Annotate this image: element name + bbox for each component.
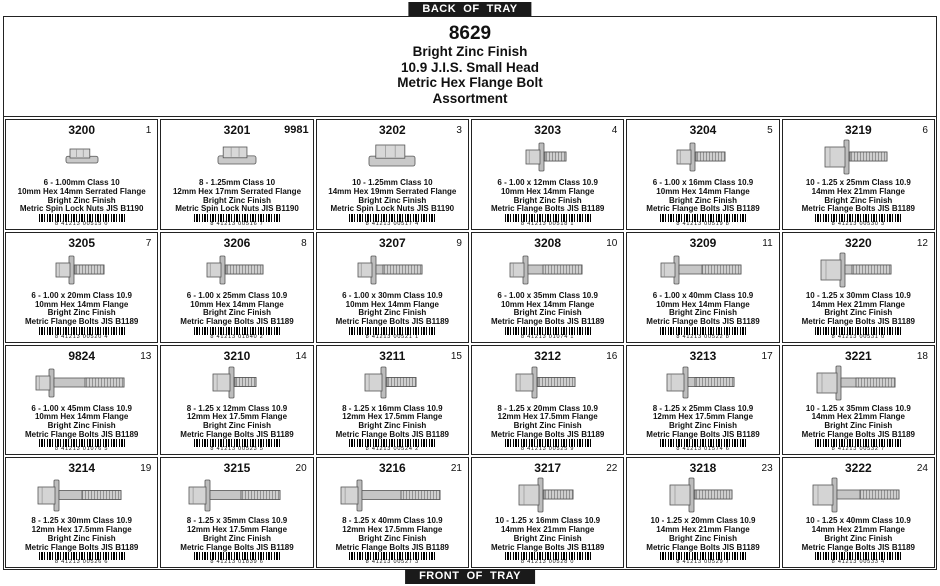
hex-spec: 12mm Hex 17.5mm Flange bbox=[186, 412, 288, 422]
alt-part-number: 9981 bbox=[284, 124, 309, 136]
upc-number: 8 41213 00522 8 bbox=[676, 333, 730, 340]
compartment bbox=[160, 232, 313, 343]
part-description bbox=[317, 405, 468, 440]
flange-bolt-icon bbox=[472, 251, 623, 289]
compartment-number: 11 bbox=[762, 237, 773, 249]
assortment-number: 8629 bbox=[448, 23, 492, 44]
part-description bbox=[783, 292, 934, 327]
hex-spec: 10mm Hex 14mm Flange bbox=[656, 299, 750, 309]
finish-spec: Bright Zinc Finish bbox=[47, 533, 116, 543]
standard-spec: Metric Flange Bolts JIS B1189 bbox=[801, 429, 915, 439]
compartment bbox=[626, 232, 779, 343]
barcode bbox=[194, 327, 280, 339]
standard-spec: Metric Flange Bolts JIS B1189 bbox=[646, 317, 760, 327]
flange-bolt-icon bbox=[783, 476, 934, 514]
compartment-number: 14 bbox=[295, 350, 307, 362]
barcode bbox=[815, 214, 901, 226]
standard-spec: Metric Flange Bolts JIS B1189 bbox=[490, 429, 605, 439]
part-number: 3216 bbox=[378, 461, 406, 476]
upc-number: 8 41213 00519 8 bbox=[676, 220, 730, 227]
barcode bbox=[505, 327, 591, 339]
size-spec: 8 - 1.25 x 30mm Class 10.9 bbox=[31, 516, 132, 526]
part-description bbox=[472, 179, 623, 214]
hex-spec: 14mm Hex 21mm Flange bbox=[500, 525, 595, 535]
size-spec: 10 - 1.25 x 16mm Class 10.9 bbox=[495, 516, 601, 526]
size-spec: 10 - 1.25 x 40mm Class 10.9 bbox=[805, 516, 911, 526]
part-number: 3214 bbox=[68, 461, 96, 476]
part-description bbox=[6, 292, 157, 327]
standard-spec: Metric Flange Bolts JIS B1189 bbox=[180, 542, 294, 552]
part-description bbox=[6, 517, 157, 552]
size-spec: 10 - 1.25 x 25mm Class 10.9 bbox=[805, 178, 911, 187]
size-spec: 6 - 1.00 x 20mm Class 10.9 bbox=[31, 290, 132, 300]
size-spec: 10 - 1.25mm Class 10 bbox=[352, 178, 433, 187]
part-description bbox=[472, 405, 623, 440]
part-number: 3217 bbox=[534, 461, 561, 476]
finish-spec: Bright Zinc Finish bbox=[513, 533, 582, 543]
compartment-number: 7 bbox=[145, 237, 152, 249]
part-description bbox=[6, 179, 157, 214]
part-number: 3215 bbox=[223, 461, 251, 476]
finish-spec: Bright Zinc Finish bbox=[202, 308, 271, 318]
finish-spec: Bright Zinc Finish bbox=[358, 533, 427, 543]
part-number: 3204 bbox=[689, 123, 717, 137]
size-spec: 10 - 1.25 x 20mm Class 10.9 bbox=[650, 516, 756, 526]
compartment-number: 21 bbox=[450, 463, 462, 475]
part-number: 3203 bbox=[534, 123, 561, 137]
size-spec: 8 - 1.25 x 16mm Class 10.9 bbox=[342, 403, 443, 413]
standard-spec: Metric Flange Bolts JIS B1189 bbox=[335, 429, 449, 439]
hex-spec: 10mm Hex 14mm Serrated Flange bbox=[17, 186, 146, 196]
part-number: 9824 bbox=[68, 348, 96, 363]
flange-bolt-icon bbox=[472, 138, 623, 176]
hex-spec: 10mm Hex 14mm Flange bbox=[656, 186, 750, 196]
standard-spec: Metric Flange Bolts JIS B1189 bbox=[24, 317, 139, 327]
size-spec: 6 - 1.00 x 16mm Class 10.9 bbox=[652, 178, 754, 187]
flange-nut-icon bbox=[317, 138, 468, 176]
compartment-number: 3 bbox=[456, 125, 462, 136]
flange-bolt-icon bbox=[627, 364, 778, 402]
compartment bbox=[5, 119, 158, 230]
upc-number: 8 41213 00516 7 bbox=[210, 220, 264, 227]
compartment bbox=[471, 119, 624, 230]
flange-bolt-icon bbox=[317, 476, 468, 514]
size-spec: 8 - 1.25 x 40mm Class 10.9 bbox=[342, 516, 443, 526]
back-of-tray-label: BACK OF TRAY bbox=[408, 2, 531, 17]
finish-spec: Bright Zinc Finish bbox=[824, 308, 893, 318]
flange-bolt-icon bbox=[161, 364, 312, 402]
standard-spec: Metric Spin Lock Nuts JIS B1190 bbox=[175, 204, 299, 214]
barcode bbox=[660, 552, 746, 564]
finish-spec: Bright Zinc Finish bbox=[513, 308, 582, 318]
flange-bolt-icon bbox=[627, 476, 778, 514]
tray-frame bbox=[3, 16, 937, 570]
finish-spec: Bright Zinc Finish bbox=[47, 195, 116, 205]
flange-bolt-icon bbox=[161, 251, 312, 289]
barcode bbox=[815, 552, 901, 564]
part-description bbox=[161, 517, 312, 552]
finish-spec: Bright Zinc Finish bbox=[202, 195, 271, 205]
upc-number: 8 41213 00518 1 bbox=[521, 220, 575, 227]
standard-spec: Metric Flange Bolts JIS B1189 bbox=[335, 317, 449, 327]
barcode bbox=[194, 439, 280, 451]
upc-number: 8 41213 01574 6 bbox=[676, 446, 730, 453]
hex-spec: 12mm Hex 17.5mm Flange bbox=[342, 412, 443, 422]
size-spec: 6 - 1.00mm Class 10 bbox=[43, 178, 120, 187]
part-number: 3212 bbox=[534, 348, 561, 363]
compartment bbox=[471, 345, 624, 456]
hex-spec: 14mm Hex 21mm Flange bbox=[656, 525, 750, 535]
compartment-number: 19 bbox=[140, 463, 152, 475]
part-description bbox=[317, 292, 468, 327]
finish-spec: Bright Zinc Finish bbox=[47, 308, 116, 318]
upc-number: 8 41213 00521 1 bbox=[365, 333, 419, 340]
compartment-number: 16 bbox=[606, 350, 618, 362]
standard-spec: Metric Flange Bolts JIS B1189 bbox=[490, 542, 605, 552]
part-description bbox=[161, 179, 312, 214]
compartment-number: 13 bbox=[140, 350, 152, 362]
compartment bbox=[626, 457, 779, 568]
barcode bbox=[39, 439, 125, 451]
finish-spec: Bright Zinc Finish bbox=[824, 195, 893, 205]
part-number: 3206 bbox=[223, 235, 251, 250]
compartment-number: 9 bbox=[456, 237, 462, 249]
finish-spec: Bright Zinc Finish bbox=[358, 308, 427, 318]
part-number: 3211 bbox=[379, 348, 406, 363]
part-description bbox=[627, 179, 778, 214]
upc-number: 8 41213 00525 9 bbox=[521, 446, 575, 453]
compartment bbox=[316, 345, 469, 456]
flange-bolt-icon bbox=[472, 364, 623, 402]
part-description bbox=[161, 292, 312, 327]
compartment-number: 6 bbox=[922, 125, 928, 136]
compartment bbox=[316, 119, 469, 230]
size-spec: 8 - 1.25 x 25mm Class 10.9 bbox=[652, 403, 754, 413]
hex-spec: 14mm Hex 21mm Flange bbox=[811, 186, 905, 196]
flange-bolt-icon bbox=[783, 364, 934, 402]
compartment bbox=[160, 345, 313, 456]
compartment bbox=[782, 119, 935, 230]
hex-spec: 10mm Hex 14mm Flange bbox=[500, 186, 595, 196]
part-description bbox=[627, 292, 778, 327]
barcode bbox=[39, 327, 125, 339]
assortment-header bbox=[4, 17, 936, 117]
standard-spec: Metric Flange Bolts JIS B1189 bbox=[335, 542, 449, 552]
finish-spec: Bright Zinc Finish bbox=[513, 195, 582, 205]
header-line-grade: 10.9 J.I.S. Small Head bbox=[400, 59, 540, 75]
header-line-type: Metric Hex Flange Bolt bbox=[397, 75, 543, 90]
finish-spec: Bright Zinc Finish bbox=[824, 421, 893, 431]
barcode bbox=[505, 552, 591, 564]
hex-spec: 12mm Hex 17.5mm Flange bbox=[652, 412, 754, 422]
barcode bbox=[660, 327, 746, 339]
compartment bbox=[782, 457, 935, 568]
part-description bbox=[6, 405, 157, 440]
upc-number: 8 41213 01074 1 bbox=[521, 333, 575, 340]
upc-number: 8 41213 01076 5 bbox=[55, 446, 109, 453]
standard-spec: Metric Flange Bolts JIS B1189 bbox=[180, 317, 294, 327]
size-spec: 6 - 1.00 x 30mm Class 10.9 bbox=[342, 290, 443, 300]
part-description bbox=[317, 517, 468, 552]
hex-spec: 12mm Hex 17mm Serrated Flange bbox=[172, 186, 302, 196]
barcode bbox=[815, 327, 901, 339]
compartment-number: 1 bbox=[145, 125, 152, 136]
part-description bbox=[783, 179, 934, 214]
flange-bolt-icon bbox=[6, 364, 157, 402]
finish-spec: Bright Zinc Finish bbox=[358, 421, 427, 431]
standard-spec: Metric Flange Bolts JIS B1189 bbox=[180, 429, 294, 439]
compartment-number: 22 bbox=[606, 463, 618, 475]
size-spec: 10 - 1.25 x 35mm Class 10.9 bbox=[805, 403, 911, 413]
compartment bbox=[160, 457, 313, 568]
finish-spec: Bright Zinc Finish bbox=[824, 533, 893, 543]
part-number: 3210 bbox=[223, 348, 251, 363]
barcode bbox=[39, 552, 125, 564]
standard-spec: Metric Flange Bolts JIS B1189 bbox=[801, 317, 915, 327]
standard-spec: Metric Flange Bolts JIS B1189 bbox=[490, 317, 605, 327]
compartment bbox=[626, 345, 779, 456]
hex-spec: 10mm Hex 14mm Flange bbox=[34, 299, 129, 309]
compartment-number: 4 bbox=[611, 125, 618, 136]
flange-bolt-icon bbox=[161, 476, 312, 514]
upc-number: 8 41213 00517 4 bbox=[365, 220, 419, 227]
part-number: 3201 bbox=[223, 123, 251, 137]
hex-spec: 12mm Hex 17.5mm Flange bbox=[186, 525, 288, 535]
flange-bolt-icon bbox=[6, 251, 157, 289]
hex-spec: 14mm Hex 21mm Flange bbox=[811, 299, 905, 309]
part-number: 3218 bbox=[689, 461, 717, 476]
barcode bbox=[505, 214, 591, 226]
compartment bbox=[782, 345, 935, 456]
size-spec: 8 - 1.25 x 20mm Class 10.9 bbox=[497, 403, 598, 413]
compartment bbox=[5, 232, 158, 343]
compartment-number: 15 bbox=[450, 350, 462, 362]
part-number: 3202 bbox=[378, 123, 406, 137]
size-spec: 6 - 1.00 x 40mm Class 10.9 bbox=[652, 290, 754, 300]
size-spec: 8 - 1.25 x 12mm Class 10.9 bbox=[186, 403, 288, 413]
finish-spec: Bright Zinc Finish bbox=[47, 421, 116, 431]
standard-spec: Metric Spin Lock Nuts JIS B1190 bbox=[19, 204, 144, 214]
size-spec: 6 - 1.00 x 25mm Class 10.9 bbox=[186, 290, 288, 300]
barcode bbox=[505, 439, 591, 451]
part-number: 3207 bbox=[378, 235, 406, 250]
hex-spec: 10mm Hex 14mm Flange bbox=[34, 412, 129, 422]
flange-bolt-icon bbox=[6, 476, 157, 514]
part-description bbox=[161, 405, 312, 440]
part-description bbox=[317, 179, 468, 214]
compartment-number: 23 bbox=[761, 463, 773, 475]
barcode bbox=[194, 552, 280, 564]
compartment-number: 18 bbox=[916, 350, 928, 362]
part-number: 3213 bbox=[689, 348, 717, 363]
upc-number: 8 41213 00532 7 bbox=[831, 446, 885, 453]
hex-spec: 14mm Hex 21mm Flange bbox=[811, 525, 905, 535]
standard-spec: Metric Flange Bolts JIS B1189 bbox=[646, 204, 760, 214]
header-line-finish: Bright Zinc Finish bbox=[412, 44, 528, 59]
compartment bbox=[160, 119, 313, 230]
front-of-tray-label: FRONT OF TRAY bbox=[405, 569, 535, 584]
part-description bbox=[472, 517, 623, 552]
compartment-number: 10 bbox=[606, 237, 618, 249]
size-spec: 8 - 1.25mm Class 10 bbox=[198, 178, 276, 187]
flange-bolt-icon bbox=[627, 138, 778, 176]
hex-spec: 14mm Hex 21mm Flange bbox=[811, 412, 905, 422]
upc-number: 8 41213 00524 2 bbox=[365, 446, 419, 453]
upc-number: 8 41213 01840 2 bbox=[210, 333, 264, 340]
upc-number: 8 41213 00515 0 bbox=[55, 220, 109, 227]
finish-spec: Bright Zinc Finish bbox=[668, 421, 737, 431]
upc-number: 8 41213 00533 4 bbox=[831, 559, 885, 565]
barcode bbox=[660, 214, 746, 226]
standard-spec: Metric Flange Bolts JIS B1189 bbox=[801, 204, 915, 214]
compartment bbox=[316, 457, 469, 568]
hex-spec: 12mm Hex 17.5mm Flange bbox=[31, 525, 132, 535]
hex-spec: 12mm Hex 17.5mm Flange bbox=[497, 412, 598, 422]
finish-spec: Bright Zinc Finish bbox=[358, 195, 427, 205]
hex-spec: 10mm Hex 14mm Flange bbox=[500, 299, 595, 309]
header-line-assortment: Assortment bbox=[432, 90, 508, 106]
compartment bbox=[5, 457, 158, 568]
size-spec: 8 - 1.25 x 35mm Class 10.9 bbox=[186, 516, 288, 526]
standard-spec: Metric Flange Bolts JIS B1189 bbox=[801, 542, 915, 552]
flange-bolt-icon bbox=[627, 251, 778, 289]
barcode bbox=[349, 439, 435, 451]
hex-spec: 14mm Hex 19mm Serrated Flange bbox=[328, 186, 457, 196]
upc-number: 8 41213 00523 5 bbox=[210, 446, 264, 453]
standard-spec: Metric Flange Bolts JIS B1189 bbox=[24, 542, 139, 552]
hex-spec: 12mm Hex 17.5mm Flange bbox=[342, 525, 443, 535]
compartment bbox=[316, 232, 469, 343]
finish-spec: Bright Zinc Finish bbox=[202, 421, 271, 431]
part-number: 3219 bbox=[844, 123, 872, 137]
barcode bbox=[349, 214, 435, 226]
compartment bbox=[782, 232, 935, 343]
size-spec: 6 - 1.00 x 35mm Class 10.9 bbox=[497, 290, 598, 300]
standard-spec: Metric Flange Bolts JIS B1189 bbox=[24, 429, 139, 439]
upc-number: 8 41213 01839 6 bbox=[210, 559, 264, 565]
barcode bbox=[349, 552, 435, 564]
standard-spec: Metric Flange Bolts JIS B1189 bbox=[490, 204, 605, 214]
part-description bbox=[783, 517, 934, 552]
part-description bbox=[472, 292, 623, 327]
part-number: 3205 bbox=[68, 235, 96, 250]
flange-bolt-icon bbox=[472, 476, 623, 514]
size-spec: 6 - 1.00 x 45mm Class 10.9 bbox=[31, 403, 132, 413]
compartment bbox=[5, 345, 158, 456]
flange-bolt-icon bbox=[317, 251, 468, 289]
finish-spec: Bright Zinc Finish bbox=[668, 195, 737, 205]
compartment bbox=[626, 119, 779, 230]
compartment-number: 17 bbox=[761, 350, 773, 362]
part-description bbox=[783, 405, 934, 440]
upc-number: 8 41213 00528 0 bbox=[521, 559, 575, 565]
finish-spec: Bright Zinc Finish bbox=[668, 308, 737, 318]
upc-number: 8 41213 00529 7 bbox=[676, 559, 730, 565]
part-number: 3221 bbox=[844, 348, 872, 363]
flange-nut-icon bbox=[6, 138, 157, 176]
standard-spec: Metric Spin Lock Nuts JIS B1190 bbox=[330, 204, 455, 214]
barcode bbox=[660, 439, 746, 451]
part-number: 3222 bbox=[844, 461, 872, 476]
hex-spec: 10mm Hex 14mm Flange bbox=[190, 299, 284, 309]
part-number: 3209 bbox=[689, 235, 717, 250]
compartment-grid bbox=[4, 118, 936, 569]
finish-spec: Bright Zinc Finish bbox=[668, 533, 737, 543]
barcode bbox=[349, 327, 435, 339]
compartment bbox=[471, 232, 624, 343]
compartment-number: 20 bbox=[295, 463, 307, 475]
part-number: 3208 bbox=[534, 235, 561, 250]
barcode bbox=[815, 439, 901, 451]
part-description bbox=[627, 405, 778, 440]
compartment bbox=[471, 457, 624, 568]
standard-spec: Metric Flange Bolts JIS B1189 bbox=[646, 429, 760, 439]
hex-spec: 10mm Hex 14mm Flange bbox=[345, 299, 439, 309]
upc-number: 8 41213 00520 4 bbox=[55, 333, 109, 340]
flange-bolt-icon bbox=[783, 138, 934, 176]
compartment-number: 12 bbox=[916, 237, 928, 249]
finish-spec: Bright Zinc Finish bbox=[202, 533, 271, 543]
part-number: 3220 bbox=[844, 235, 872, 250]
upc-number: 8 41213 00531 0 bbox=[831, 333, 885, 340]
finish-spec: Bright Zinc Finish bbox=[513, 421, 582, 431]
part-number: 3200 bbox=[68, 123, 96, 137]
compartment-number: 5 bbox=[767, 125, 773, 136]
upc-number: 8 41213 00527 3 bbox=[365, 559, 419, 565]
flange-bolt-icon bbox=[317, 364, 468, 402]
barcode bbox=[194, 214, 280, 226]
compartment-number: 8 bbox=[301, 237, 307, 249]
flange-bolt-icon bbox=[783, 251, 934, 289]
size-spec: 6 - 1.00 x 12mm Class 10.9 bbox=[497, 178, 598, 187]
flange-nut-icon bbox=[161, 138, 312, 176]
part-description bbox=[627, 517, 778, 552]
upc-number: 8 41213 00526 6 bbox=[55, 559, 109, 565]
size-spec: 10 - 1.25 x 30mm Class 10.9 bbox=[805, 290, 911, 300]
standard-spec: Metric Flange Bolts JIS B1189 bbox=[646, 542, 760, 552]
upc-number: 8 41213 00530 3 bbox=[831, 220, 885, 227]
compartment-number: 24 bbox=[916, 463, 928, 475]
barcode bbox=[39, 214, 125, 226]
